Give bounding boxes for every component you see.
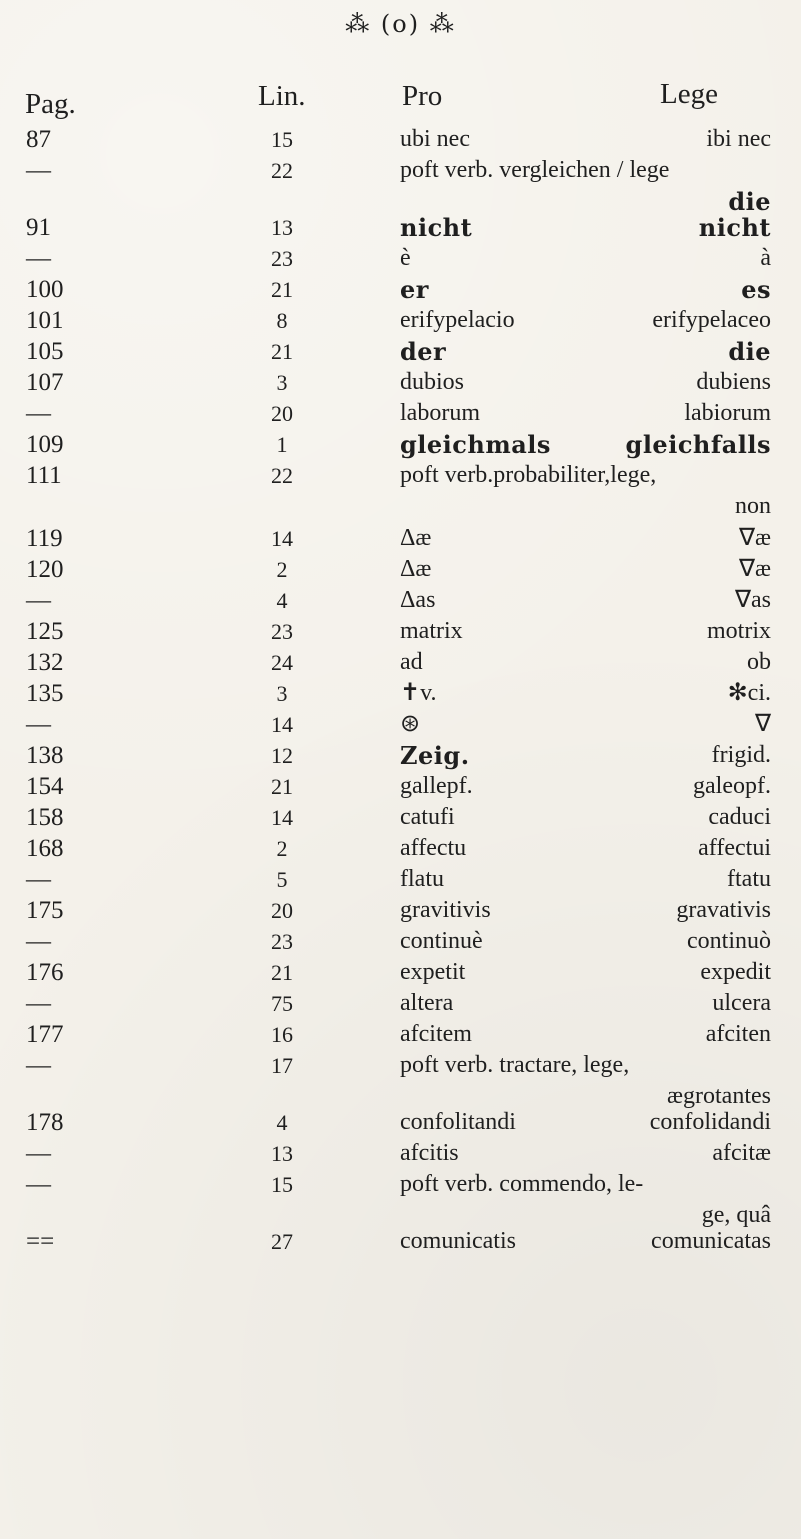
line-number: 4 — [276, 1110, 288, 1135]
errata-row — [0, 212, 801, 243]
errata-row — [0, 367, 801, 398]
erratum-text: continuè — [400, 928, 483, 954]
line-number: 3 — [276, 681, 288, 706]
line-number: 22 — [271, 158, 293, 183]
errata-row — [0, 124, 801, 155]
erratum-text: flatu — [400, 866, 444, 892]
line-number: 14 — [271, 526, 293, 551]
line-number: 5 — [276, 867, 288, 892]
correction-text: die — [728, 187, 771, 216]
page-number: 125 — [26, 618, 64, 645]
page-number: — — [26, 245, 51, 272]
page-number: 87 — [26, 126, 51, 153]
correction-text: gleichfalls — [625, 430, 771, 459]
errata-row — [0, 957, 801, 988]
correction-text: afciten — [705, 1021, 771, 1047]
errata-row — [0, 864, 801, 895]
correction-text: caduci — [708, 804, 771, 830]
errata-row — [0, 336, 801, 367]
line-number: 21 — [271, 774, 293, 799]
page-number: 120 — [26, 556, 64, 583]
correction-text: es — [741, 275, 771, 304]
header-lege: Lege — [660, 78, 718, 110]
page-number: 158 — [26, 804, 64, 831]
erratum-text: Zeig. — [400, 741, 470, 770]
errata-row — [0, 460, 801, 491]
errata-row — [0, 926, 801, 957]
correction-text: dubiens — [696, 369, 771, 395]
erratum-text: ubi nec — [400, 126, 470, 152]
line-number: 12 — [271, 743, 293, 768]
page-number: 168 — [26, 835, 64, 862]
line-number: 2 — [276, 836, 288, 861]
header-pag: Pag. — [25, 88, 76, 120]
errata-header — [0, 80, 801, 124]
correction-text: affectui — [698, 835, 771, 861]
erratum-text: affectu — [400, 835, 467, 861]
page-number: 119 — [26, 525, 63, 552]
erratum-text: afcitis — [400, 1140, 459, 1166]
line-number: 21 — [271, 960, 293, 985]
errata-row — [0, 895, 801, 926]
errata-row — [0, 771, 801, 802]
erratum-text: poft verb. vergleichen / lege — [400, 157, 670, 183]
page-number: 178 — [26, 1109, 64, 1136]
line-number: 1 — [276, 432, 288, 457]
erratum-text: matrix — [400, 618, 463, 644]
erratum-text: gravitivis — [400, 897, 491, 923]
line-number: 23 — [271, 246, 293, 271]
line-number: 27 — [271, 1229, 293, 1254]
page-number: 177 — [26, 1021, 64, 1048]
erratum-text: gallepf. — [400, 773, 473, 799]
correction-text: ge, quâ — [701, 1202, 771, 1228]
erratum-text: ✝v. — [400, 680, 437, 706]
errata-row — [0, 1169, 801, 1200]
page-number: 176 — [26, 959, 64, 986]
erratum-text: ad — [400, 649, 423, 675]
erratum-text: afcitem — [400, 1021, 472, 1047]
line-number: 3 — [276, 370, 288, 395]
erratum-text: erifypelacio — [400, 307, 515, 333]
erratum-text: è — [400, 245, 411, 271]
line-number: 23 — [271, 929, 293, 954]
erratum-text: confolitandi — [400, 1109, 516, 1135]
page-number: 138 — [26, 742, 64, 769]
errata-row — [0, 1081, 801, 1107]
page-number: — — [26, 1052, 51, 1079]
errata-row — [0, 1050, 801, 1081]
correction-text: ✻ci. — [727, 680, 771, 706]
line-number: 14 — [271, 805, 293, 830]
erratum-text: Δæ — [400, 556, 432, 582]
page-number: 107 — [26, 369, 64, 396]
line-number: 75 — [271, 991, 293, 1016]
page-number: — — [26, 1140, 51, 1167]
page-number: 135 — [26, 680, 64, 707]
page-number: 154 — [26, 773, 64, 800]
page-number: 175 — [26, 897, 64, 924]
correction-text: galeopf. — [693, 773, 771, 799]
correction-text: labiorum — [684, 400, 771, 426]
correction-text: expedit — [700, 959, 771, 985]
correction-text: ∇ — [754, 711, 771, 737]
page-number: 132 — [26, 649, 64, 676]
errata-row — [0, 802, 801, 833]
errata-row — [0, 1107, 801, 1138]
line-number: 17 — [271, 1053, 293, 1078]
page-number: 100 — [26, 276, 64, 303]
correction-text: afcitæ — [712, 1140, 771, 1166]
page-number: — — [26, 990, 51, 1017]
erratum-text: Δas — [400, 587, 436, 613]
line-number: 20 — [271, 898, 293, 923]
errata-row — [0, 1019, 801, 1050]
line-number: 13 — [271, 1141, 293, 1166]
errata-row — [0, 616, 801, 647]
line-number: 14 — [271, 712, 293, 737]
line-number: 24 — [271, 650, 293, 675]
page-number: 101 — [26, 307, 64, 334]
line-number: 15 — [271, 1172, 293, 1197]
correction-text: comunicatas — [651, 1228, 771, 1254]
header-pro: Pro — [402, 80, 443, 112]
line-number: 23 — [271, 619, 293, 644]
line-number: 2 — [276, 557, 288, 582]
page-number: — — [26, 1171, 51, 1198]
errata-row — [0, 155, 801, 186]
errata-row — [0, 740, 801, 771]
page-number: 111 — [26, 462, 62, 489]
errata-row — [0, 647, 801, 678]
correction-text: continuò — [687, 928, 771, 954]
erratum-text: catufi — [400, 804, 455, 830]
erratum-text: ⊛ — [400, 711, 421, 737]
correction-text: ∇æ — [738, 556, 771, 582]
correction-text: ∇as — [734, 587, 771, 613]
correction-text: erifypelaceo — [652, 307, 771, 333]
errata-row — [0, 186, 801, 216]
errata-row — [0, 398, 801, 429]
page-number: — — [26, 866, 51, 893]
errata-row — [0, 305, 801, 336]
page-number: — — [26, 157, 51, 184]
line-number: 16 — [271, 1022, 293, 1047]
correction-text: ∇æ — [738, 525, 771, 551]
errata-row — [0, 585, 801, 616]
erratum-text: laborum — [400, 400, 480, 426]
errata-row — [0, 1138, 801, 1169]
erratum-text: gleichmals — [400, 430, 551, 459]
page-number: == — [26, 1228, 55, 1255]
errata-table — [0, 124, 801, 1257]
errata-row — [0, 274, 801, 305]
correction-text: ob — [747, 649, 771, 675]
erratum-text: poft verb. tractare, lege, — [400, 1052, 630, 1078]
erratum-text: dubios — [400, 369, 465, 395]
header-lin: Lin. — [258, 80, 306, 112]
page-number: — — [26, 711, 51, 738]
errata-row — [0, 429, 801, 460]
line-number: 8 — [276, 308, 288, 333]
erratum-text: der — [400, 337, 447, 366]
correction-text: motrix — [707, 618, 771, 644]
errata-row — [0, 491, 801, 517]
errata-row — [0, 554, 801, 585]
line-number: 21 — [271, 339, 293, 364]
errata-row — [0, 988, 801, 1019]
correction-text: ftatu — [727, 866, 771, 892]
line-number: 15 — [271, 127, 293, 152]
correction-text: ægrotantes — [667, 1083, 771, 1109]
page-number: 105 — [26, 338, 64, 365]
correction-text: confolidandi — [649, 1109, 771, 1135]
erratum-text: altera — [400, 990, 454, 1016]
line-number: 21 — [271, 277, 293, 302]
line-number: 20 — [271, 401, 293, 426]
errata-row — [0, 1200, 801, 1226]
errata-row — [0, 709, 801, 740]
line-number: 4 — [276, 588, 288, 613]
erratum-text: nicht — [400, 213, 473, 242]
page-number: 109 — [26, 431, 64, 458]
correction-text: ibi nec — [706, 126, 771, 152]
correction-text: ulcera — [712, 990, 771, 1016]
erratum-text: Δæ — [400, 525, 432, 551]
page-number: — — [26, 587, 51, 614]
correction-text: non — [735, 493, 771, 519]
line-number: 13 — [271, 215, 293, 240]
correction-text: frigid. — [711, 742, 771, 768]
erratum-text: poft verb. commendo, le- — [400, 1171, 644, 1197]
erratum-text: poft verb.probabiliter,lege, — [400, 462, 657, 488]
errata-row — [0, 523, 801, 554]
correction-text: gravativis — [676, 897, 771, 923]
page-number: — — [26, 928, 51, 955]
page-number: 91 — [26, 214, 51, 241]
errata-row — [0, 1226, 801, 1257]
errata-row — [0, 833, 801, 864]
erratum-text: expetit — [400, 959, 466, 985]
correction-text: nicht — [698, 213, 771, 242]
correction-text: die — [728, 337, 771, 366]
page-ornament: ⁂ (o) ⁂ — [345, 10, 456, 38]
errata-row — [0, 678, 801, 709]
page-number: — — [26, 400, 51, 427]
errata-row — [0, 243, 801, 274]
line-number: 22 — [271, 463, 293, 488]
erratum-text: er — [400, 275, 429, 304]
erratum-text: comunicatis — [400, 1228, 516, 1254]
correction-text: à — [760, 245, 771, 271]
